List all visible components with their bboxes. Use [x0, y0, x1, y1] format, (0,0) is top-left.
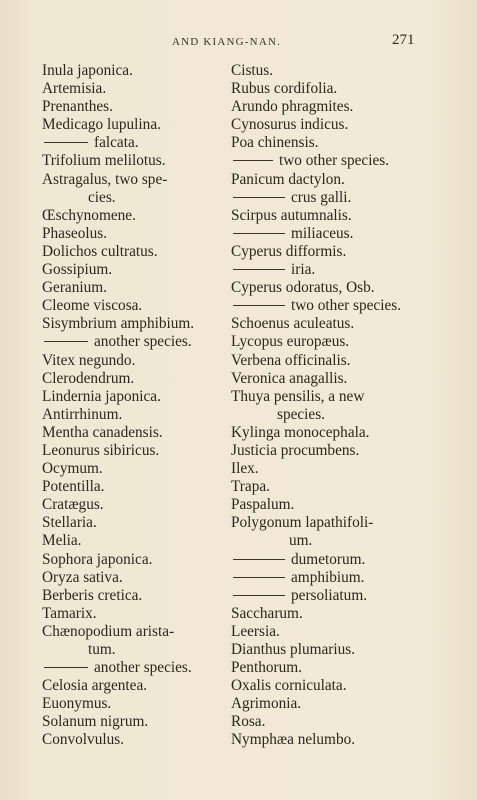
species-entry: [42, 315, 224, 333]
species-entry: [42, 370, 224, 388]
species-entry: [231, 80, 417, 98]
ditto-dash: [233, 577, 285, 578]
species-name: Sisymbrium amphibium.: [42, 315, 195, 333]
species-name: Poa chinensis.: [231, 134, 319, 152]
species-entry: [42, 261, 224, 279]
species-entry: [42, 514, 224, 532]
species-name: Verbena officinalis.: [231, 351, 351, 369]
species-name: Nymphæa nelumbo.: [231, 731, 356, 749]
species-name: Solanum nigrum.: [42, 713, 149, 731]
species-name: miliaceus.: [291, 224, 354, 242]
species-entry: [231, 551, 417, 569]
species-name: two other species.: [279, 152, 390, 170]
species-entry: [231, 695, 417, 713]
species-entry: [231, 207, 417, 225]
species-name: Cyperus difformis.: [231, 242, 347, 260]
species-name: Celosia argentea.: [42, 677, 148, 695]
species-name: Lycopus europæus.: [231, 333, 350, 351]
species-name: Artemisia.: [42, 80, 107, 98]
species-entry: [231, 297, 417, 315]
species-entry: [42, 551, 224, 569]
species-entry: [231, 713, 417, 731]
species-entry: [42, 496, 224, 514]
species-entry: [42, 243, 224, 261]
species-entry: [231, 478, 417, 496]
species-name: Lindernia japonica.: [42, 387, 161, 405]
species-name: Tamarix.: [42, 604, 97, 622]
species-entry: [42, 641, 224, 659]
species-entry: [42, 478, 224, 496]
species-entry: [231, 569, 417, 587]
species-entry: [42, 424, 224, 442]
species-name: Polygonum lapathifoli-: [231, 514, 374, 532]
species-entry: [231, 406, 417, 424]
page-header: [0, 32, 477, 52]
species-entry: [231, 514, 417, 532]
species-name: Phaseolus.: [42, 224, 108, 242]
species-entry: [42, 659, 224, 677]
species-entry: [42, 189, 224, 207]
running-title: AND KIANG-NAN.: [172, 36, 282, 48]
species-name: Thuya pensilis, a new: [231, 387, 365, 405]
species-entry: [231, 659, 417, 677]
species-entry: [231, 189, 417, 207]
species-name: another species.: [94, 659, 192, 677]
species-name: Saccharum.: [231, 604, 303, 622]
species-entry: [231, 587, 417, 605]
species-name: amphibium.: [291, 568, 365, 586]
species-name: species.: [277, 405, 325, 423]
species-name: Paspalum.: [231, 496, 295, 514]
species-name: Cleome viscosa.: [42, 297, 143, 315]
page-number: 271: [392, 32, 415, 48]
species-name: Oryza sativa.: [42, 568, 123, 586]
species-name: Antirrhinum.: [42, 405, 123, 423]
species-name: two other species.: [291, 297, 402, 315]
species-entry: [42, 333, 224, 351]
right-column: [231, 62, 417, 750]
species-entry: [231, 225, 417, 243]
species-entry: [42, 352, 224, 370]
species-name: Trifolium melilotus.: [42, 152, 166, 170]
species-name: iria.: [291, 261, 316, 279]
species-name: Vitex negundo.: [42, 351, 136, 369]
species-entry: [231, 623, 417, 641]
species-entry: [231, 442, 417, 460]
species-entry: [231, 424, 417, 442]
species-entry: [42, 587, 224, 605]
species-entry: [231, 352, 417, 370]
species-name: Penthorum.: [231, 659, 302, 677]
species-name: cies.: [88, 188, 116, 206]
species-entry: [42, 134, 224, 152]
species-entry: [231, 641, 417, 659]
species-name: Stellaria.: [42, 514, 97, 532]
ditto-dash: [233, 595, 285, 596]
ditto-dash: [233, 197, 285, 198]
ditto-dash: [44, 667, 88, 668]
species-entry: [42, 695, 224, 713]
species-entry: [42, 623, 224, 641]
left-column: [42, 62, 224, 750]
species-name: Justicia procumbens.: [231, 441, 360, 459]
species-entry: [231, 134, 417, 152]
species-name: Cistus.: [231, 62, 274, 79]
species-entry: [42, 152, 224, 170]
species-entry: [231, 333, 417, 351]
species-name: Dolichos cultratus.: [42, 242, 158, 260]
species-entry: [42, 569, 224, 587]
species-entry: [231, 677, 417, 695]
species-name: Chænopodium arista-: [42, 622, 175, 640]
species-name: Melia.: [42, 532, 82, 550]
species-name: Arundo phragmites.: [231, 98, 354, 116]
species-name: dumetorum.: [291, 550, 366, 568]
species-entry: [42, 406, 224, 424]
species-entry: [42, 98, 224, 116]
ditto-dash: [233, 233, 285, 234]
species-name: Prenanthes.: [42, 98, 113, 116]
species-name: Kylinga monocephala.: [231, 423, 370, 441]
species-name: Rubus cordifolia.: [231, 80, 338, 98]
species-name: crus galli.: [291, 188, 352, 206]
species-entry: [231, 315, 417, 333]
species-name: Geranium.: [42, 279, 107, 297]
species-entry: [42, 460, 224, 478]
species-entry: [231, 460, 417, 478]
species-name: tum.: [88, 641, 116, 658]
species-entry: [231, 388, 417, 406]
species-name: persoliatum.: [291, 586, 368, 604]
species-entry: [231, 532, 417, 550]
species-name: Inula japonica.: [42, 62, 133, 79]
species-entry: [42, 116, 224, 134]
species-name: Trapa.: [231, 478, 270, 496]
ditto-dash: [233, 559, 285, 560]
species-name: Clerodendrum.: [42, 369, 135, 387]
species-entry: [42, 713, 224, 731]
species-entry: [42, 207, 224, 225]
species-entry: [42, 532, 224, 550]
species-entry: [42, 297, 224, 315]
species-name: Berberis cretica.: [42, 586, 143, 604]
species-entry: [42, 80, 224, 98]
species-name: um.: [289, 532, 313, 550]
species-name: Astragalus, two spe-: [42, 170, 168, 188]
species-entry: [42, 388, 224, 406]
species-entry: [231, 171, 417, 189]
species-name: Mentha canadensis.: [42, 423, 163, 441]
species-name: Rosa.: [231, 713, 266, 731]
species-entry: [231, 243, 417, 261]
species-name: Leonurus sibiricus.: [42, 441, 160, 459]
species-entry: [231, 279, 417, 297]
species-name: Œschynomene.: [42, 206, 136, 224]
species-name: Cyperus odoratus, Osb.: [231, 279, 375, 297]
species-name: Leersia.: [231, 622, 280, 640]
species-name: Schoenus aculeatus.: [231, 315, 355, 333]
species-name: Dianthus plumarius.: [231, 641, 356, 658]
species-entry: [42, 279, 224, 297]
species-entry: [42, 171, 224, 189]
ditto-dash: [233, 269, 285, 270]
species-entry: [231, 261, 417, 279]
species-entry: [231, 152, 417, 170]
species-name: Veronica anagallis.: [231, 369, 348, 387]
species-name: Sophora japonica.: [42, 550, 153, 568]
species-entry: [42, 225, 224, 243]
species-name: Ilex.: [231, 460, 259, 478]
species-entry: [231, 496, 417, 514]
species-name: Panicum dactylon.: [231, 170, 345, 188]
species-name: Agrimonia.: [231, 695, 302, 713]
species-name: Scirpus autumnalis.: [231, 206, 352, 224]
species-entry: [231, 62, 417, 80]
species-entry: [231, 370, 417, 388]
species-entry: [231, 116, 417, 134]
species-entry: [42, 605, 224, 623]
species-entry: [231, 98, 417, 116]
species-name: another species.: [94, 333, 192, 351]
species-name: Euonymus.: [42, 695, 112, 713]
species-name: falcata.: [94, 134, 139, 152]
ditto-dash: [233, 160, 273, 161]
species-name: Ocymum.: [42, 460, 103, 478]
species-entry: [42, 731, 224, 749]
ditto-dash: [44, 341, 88, 342]
species-name: Convolvulus.: [42, 731, 125, 749]
species-entry: [42, 442, 224, 460]
species-name: Potentilla.: [42, 478, 105, 496]
species-name: Gossipium.: [42, 261, 113, 279]
ditto-dash: [44, 142, 88, 143]
species-entry: [231, 731, 417, 749]
species-name: Medicago lupulina.: [42, 116, 161, 134]
species-name: Cratægus.: [42, 496, 104, 514]
ditto-dash: [233, 305, 285, 306]
species-entry: [42, 677, 224, 695]
species-entry: [231, 605, 417, 623]
species-entry: [42, 62, 224, 80]
species-name: Oxalis corniculata.: [231, 677, 347, 695]
species-name: Cynosurus indicus.: [231, 116, 349, 134]
